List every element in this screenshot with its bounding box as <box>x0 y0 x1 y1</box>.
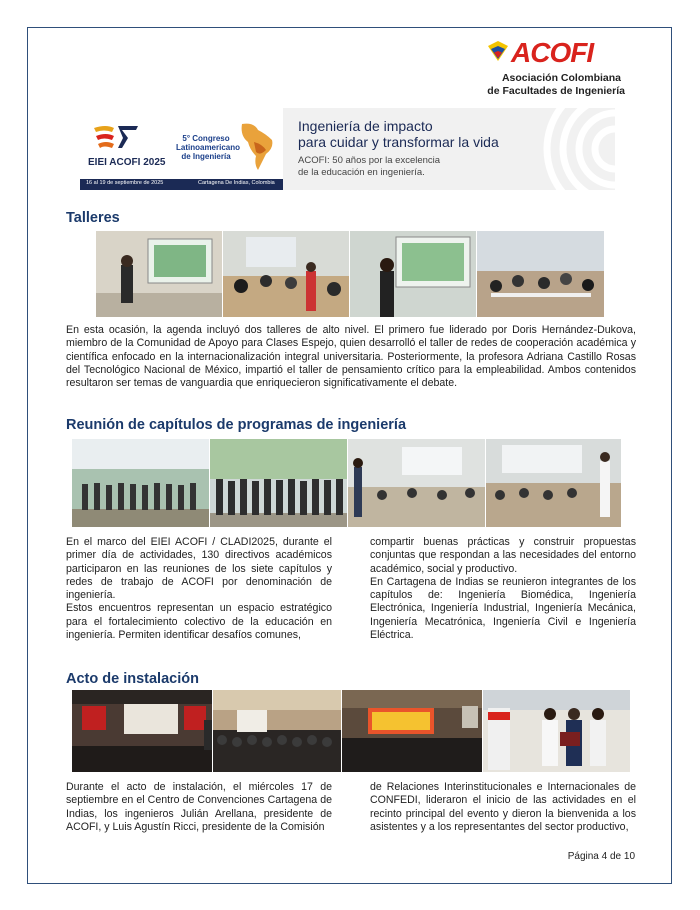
banner-subtext-line2: de la educación en ingeniería. <box>298 167 425 178</box>
decorative-arcs <box>485 108 615 190</box>
logo-subtitle-line2: de Facultades de Ingeniería <box>487 85 625 97</box>
eiei-logo-text: EIEI ACOFI 2025 <box>88 157 166 168</box>
talleres-photo-1 <box>96 231 222 317</box>
banner-headline-line2: para cuidar y transformar la vida <box>298 134 499 150</box>
section-title-acto: Acto de instalación <box>66 671 199 687</box>
event-location: Cartagena De Indias, Colombia <box>198 180 275 186</box>
acto-photo-strip <box>72 690 630 772</box>
event-banner <box>80 108 615 190</box>
acto-photo-4 <box>483 690 630 772</box>
reunion-photo-3 <box>348 439 485 527</box>
acto-photo-1 <box>72 690 212 772</box>
congress-logo-text: 5° Congreso Latinoamericano de Ingeniería <box>176 134 241 161</box>
reunion-column-1: En el marco del EIEI ACOFI / CLADI2025, durante el primer día de actividades, 130 directivos académicos participaron en las reuniones de los siete capítulos y redes de trabajo de ACOFI por denominación de ingeniería. Estos encuentros representan un espacio estratégico para el fortalecimiento colectivo de la educación en ingeniería. Permiten identificar desafíos comunes, <box>66 536 332 642</box>
reunion-photo-2 <box>210 439 347 527</box>
banner-headline <box>298 118 499 150</box>
section-title-reunion: Reunión de capítulos de programas de ingeniería <box>66 417 407 433</box>
acto-column-1: Durante el acto de instalación, el miércoles 17 de septiembre en el Centro de Convenciones Cartagena de Indias, los ingenieros Julián Arellana, presidente de ACOFI, y Luis Agustín Ricci, presidente de la Comisión <box>66 781 332 833</box>
banner-logos <box>80 108 283 190</box>
acto-photo-3 <box>342 690 482 772</box>
acto-column-2: de Relaciones Interinstitucionales e Internacionales de CONFEDI, lideraron el inicio de las actividades en el recinto principal del evento y dieron la bienvenida a los asistentes y a los representantes del sector productivo, <box>370 781 636 833</box>
eiei-logo <box>88 122 166 168</box>
banner-subtext <box>298 155 440 179</box>
talleres-photo-4 <box>477 231 604 317</box>
reunion-photo-4 <box>486 439 621 527</box>
acofi-wordmark: ACOFI <box>511 37 594 68</box>
eiei-emblem-icon <box>92 122 140 152</box>
event-dates: 16 al 19 de septiembre de 2025 <box>86 180 164 186</box>
talleres-paragraph: En esta ocasión, la agenda incluyó dos talleres de alto nivel. El primero fue liderado por Doris Hernández-Dukova, miembro de la Comunidad de Apoyo para Clases Espejo, quien desarrolló el taller de redes de cooperación académica y científica enfocado en la internacionalización integral universitaria. Posteriormente, la profesora Adriana Castillo Rosas del Tecnológico Nacional de México, impartió el taller de pensamiento crítico para la empleabilidad. Ambos contenidos resultaron ser temas de vanguardia que enriquecieron significativamente el debate. <box>66 324 636 390</box>
banner-headline-line1: Ingeniería de impacto <box>298 118 433 134</box>
reunion-photo-strip <box>72 439 621 527</box>
reunion-photo-1 <box>72 439 209 527</box>
acofi-emblem-icon <box>487 40 509 62</box>
banner-subtext-line1: ACOFI: 50 años por la excelencia <box>298 155 441 166</box>
latin-america-map-icon <box>236 122 278 172</box>
page-number: Página 4 de 10 <box>567 851 635 862</box>
banner-date-strip <box>80 179 283 190</box>
talleres-photo-2 <box>223 231 349 317</box>
acto-photo-2 <box>213 690 341 772</box>
logo-subtitle-line1: Asociación Colombiana <box>501 72 621 84</box>
reunion-column-2: compartir buenas prácticas y construir propuestas conjuntas que respondan a las necesidades del entorno académico, social y productivo. En Cartagena de Indias se reunieron integrantes de los capítulos de: Ingeniería Biomédica, Ingeniería Electrónica, Ingeniería Industrial, Ingeniería Mecánica, Ingeniería Mecatrónica, Ingeniería Civil e Ingeniería Eléctrica. <box>370 536 636 642</box>
talleres-photo-strip <box>96 231 604 317</box>
acofi-logo <box>485 38 625 98</box>
section-title-talleres: Talleres <box>66 210 120 226</box>
talleres-photo-3 <box>350 231 476 317</box>
congress-logo <box>176 122 281 172</box>
